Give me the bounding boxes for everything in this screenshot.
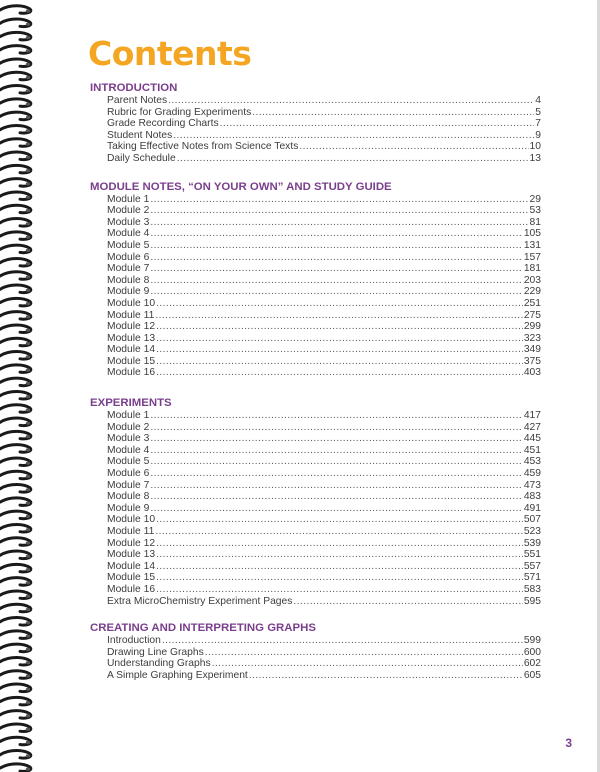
dot-leader <box>168 95 534 107</box>
toc-entry <box>107 468 541 480</box>
toc-entry-label: Module 3 <box>107 216 150 228</box>
dot-leader <box>173 130 534 142</box>
dot-leader <box>156 561 523 573</box>
spiral-coil <box>0 458 31 466</box>
toc-entry-label: Understanding Graphs <box>107 658 211 670</box>
page-title: Contents <box>88 34 252 73</box>
spiral-coil <box>0 258 31 266</box>
toc-entry-label: Module 16 <box>107 583 156 595</box>
toc-entry <box>107 141 541 153</box>
toc-entry <box>107 422 541 434</box>
spiral-coil <box>0 298 31 306</box>
spiral-coil <box>0 59 31 67</box>
spiral-coil <box>0 325 31 333</box>
spiral-coil <box>0 19 31 27</box>
dot-leader <box>156 572 523 584</box>
toc-entry <box>107 491 541 503</box>
toc-entry-page: 605 <box>523 669 541 681</box>
toc-entry <box>107 205 541 217</box>
toc-entry-page: 445 <box>523 433 541 445</box>
toc-entry <box>107 658 541 670</box>
toc-entry-page: 203 <box>523 274 541 286</box>
toc-entry-page: 157 <box>523 251 541 263</box>
page-number: 3 <box>565 736 572 750</box>
spiral-coil <box>0 524 31 532</box>
spiral-coil <box>0 671 31 679</box>
toc-entry-page: 491 <box>523 502 541 514</box>
toc-entry-page: 473 <box>523 479 541 491</box>
toc-entry <box>107 130 541 142</box>
spiral-coil <box>0 737 31 745</box>
toc-entry <box>107 456 541 468</box>
toc-entry <box>107 445 541 457</box>
spiral-coil <box>0 485 31 493</box>
toc-entry <box>107 433 541 445</box>
spiral-coil <box>0 684 31 692</box>
section-heading: CREATING AND INTERPRETING GRAPHS <box>90 622 316 635</box>
spiral-coil <box>0 112 31 120</box>
toc-entry <box>107 321 541 333</box>
toc-entry <box>107 670 541 682</box>
toc-entry-label: Module 8 <box>107 274 150 286</box>
spiral-coil <box>0 165 31 173</box>
spiral-coil <box>0 511 31 519</box>
spiral-coil <box>0 405 31 413</box>
table-of-contents <box>90 81 541 682</box>
dot-leader <box>150 286 522 298</box>
toc-entry-page: 459 <box>523 468 541 480</box>
toc-entry-page: 7 <box>535 118 541 130</box>
toc-entry <box>107 263 541 275</box>
spiral-coil <box>0 591 31 599</box>
toc-entry <box>107 153 541 165</box>
toc-entry-list <box>90 410 541 607</box>
spiral-coil <box>0 657 31 665</box>
toc-entry-page: 181 <box>523 263 541 275</box>
toc-entry-label: Module 1 <box>107 193 150 205</box>
section-heading: EXPERIMENTS <box>90 397 172 410</box>
toc-entry-list <box>90 635 541 681</box>
toc-entry-page: 5 <box>535 106 541 118</box>
spiral-coil <box>0 764 31 772</box>
toc-entry <box>107 118 541 130</box>
toc-entry-label: Extra MicroChemistry Experiment Pages <box>107 595 293 607</box>
spiral-coil <box>0 139 31 147</box>
dot-leader <box>156 584 523 596</box>
toc-entry-page: 599 <box>523 635 541 647</box>
toc-entry-label: Module 7 <box>107 263 150 275</box>
spiral-coil <box>0 205 31 213</box>
dot-leader <box>293 596 522 608</box>
spiral-coil <box>0 245 31 253</box>
toc-entry <box>107 480 541 492</box>
toc-entry-page: 602 <box>523 658 541 670</box>
dot-leader <box>162 635 523 647</box>
toc-entry-label: Student Notes <box>107 129 173 141</box>
dot-leader <box>156 514 523 526</box>
toc-entry-page: 451 <box>523 444 541 456</box>
toc-entry-page: 453 <box>523 456 541 468</box>
toc-entry <box>107 549 541 561</box>
spiral-coil <box>0 312 31 320</box>
dot-leader <box>156 333 523 345</box>
toc-entry-label: Module 9 <box>107 502 150 514</box>
toc-entry-page: 275 <box>523 309 541 321</box>
toc-entry-page: 9 <box>535 129 541 141</box>
toc-entry-page: 251 <box>523 297 541 309</box>
toc-entry <box>107 561 541 573</box>
toc-entry <box>107 95 541 107</box>
toc-entry-page: 375 <box>523 355 541 367</box>
spiral-coil <box>0 697 31 705</box>
toc-entry-page: 4 <box>535 95 541 106</box>
toc-entry <box>107 286 541 298</box>
toc-entry-label: Module 13 <box>107 549 156 561</box>
section-heading: INTRODUCTION <box>90 82 178 94</box>
spiral-coil <box>0 644 31 652</box>
toc-entry-label: Module 4 <box>107 444 150 456</box>
toc-entry <box>107 356 541 368</box>
spiral-coil <box>0 6 31 14</box>
toc-entry-page: 557 <box>523 560 541 572</box>
toc-entry-page: 131 <box>523 239 541 251</box>
spiral-coil <box>0 564 31 572</box>
toc-entry-label: Module 5 <box>107 239 150 251</box>
dot-leader <box>156 538 523 550</box>
spiral-coil <box>0 285 31 293</box>
spiral-coil <box>0 99 31 107</box>
toc-entry-label: Parent Notes <box>107 95 168 106</box>
spiral-coil <box>0 445 31 453</box>
spiral-coil <box>0 125 31 133</box>
toc-entry <box>107 584 541 596</box>
spiral-coil <box>0 86 31 94</box>
toc-section-graphs <box>90 621 541 681</box>
toc-entry <box>107 240 541 252</box>
toc-entry-page: 417 <box>523 410 541 422</box>
dot-leader <box>150 503 522 515</box>
spiral-coil <box>0 498 31 506</box>
toc-entry-label: Taking Effective Notes from Science Texts <box>107 141 299 153</box>
toc-entry <box>107 344 541 356</box>
dot-leader <box>150 228 522 240</box>
toc-entry-label: Module 13 <box>107 332 156 344</box>
spiral-coil <box>0 179 31 187</box>
toc-entry-label: Module 15 <box>107 355 156 367</box>
spiral-coil <box>0 272 31 280</box>
spiral-coil <box>0 352 31 360</box>
toc-entry <box>107 596 541 608</box>
dot-leader <box>155 526 522 538</box>
toc-entry-page: 29 <box>529 193 541 205</box>
toc-entry <box>107 217 541 229</box>
toc-entry-label: Module 8 <box>107 491 150 503</box>
dot-leader <box>299 141 528 153</box>
toc-entry-page: 427 <box>523 421 541 433</box>
toc-entry-page: 10 <box>529 141 541 153</box>
toc-entry <box>107 298 541 310</box>
dot-leader <box>150 205 528 217</box>
dot-leader <box>150 410 522 422</box>
toc-entry-label: Rubric for Grading Experiments <box>107 106 252 118</box>
toc-entry-label: Grade Recording Charts <box>107 118 219 130</box>
dot-leader <box>150 217 528 229</box>
toc-entry-page: 81 <box>529 216 541 228</box>
toc-entry-list <box>90 95 541 165</box>
section-spacer <box>90 165 541 180</box>
dot-leader <box>150 252 522 264</box>
toc-entry <box>107 228 541 240</box>
toc-entry-page: 583 <box>523 583 541 595</box>
spiral-coil <box>0 418 31 426</box>
dot-leader <box>155 310 522 322</box>
spiral-coil <box>0 378 31 386</box>
spiral-coil <box>0 32 31 40</box>
toc-entry-page: 523 <box>523 526 541 537</box>
spiral-coil <box>0 578 31 586</box>
dot-leader <box>150 240 522 252</box>
toc-entry-label: Module 11 <box>107 309 155 321</box>
toc-entry-label: Module 7 <box>107 479 150 491</box>
toc-entry-label: Drawing Line Graphs <box>107 646 204 658</box>
toc-entry <box>107 572 541 584</box>
toc-entry-label: Module 12 <box>107 537 156 549</box>
dot-leader <box>150 445 522 457</box>
toc-entry-label: Module 5 <box>107 456 150 468</box>
toc-entry-label: Module 6 <box>107 251 150 263</box>
dot-leader <box>150 480 522 492</box>
dot-leader <box>150 422 522 434</box>
spiral-coil <box>0 391 31 399</box>
dot-leader <box>156 549 523 561</box>
dot-leader <box>249 670 523 682</box>
toc-entry-label: A Simple Graphing Experiment <box>107 669 248 681</box>
toc-entry <box>107 252 541 264</box>
toc-entry <box>107 410 541 422</box>
toc-entry-page: 539 <box>523 537 541 549</box>
toc-entry-label: Module 16 <box>107 367 156 379</box>
spiral-coil <box>0 631 31 639</box>
spiral-coil <box>0 192 31 200</box>
spiral-coil <box>0 152 31 160</box>
toc-entry-label: Module 6 <box>107 468 150 480</box>
toc-entry-page: 595 <box>523 595 541 607</box>
dot-leader <box>212 658 523 670</box>
toc-entry-page: 483 <box>523 491 541 503</box>
toc-entry-label: Module 10 <box>107 514 156 526</box>
toc-section-introduction <box>90 81 541 165</box>
dot-leader <box>156 356 523 368</box>
spiral-coil <box>0 46 31 54</box>
toc-entry-page: 571 <box>523 572 541 584</box>
toc-entry-page: 13 <box>529 152 541 164</box>
dot-leader <box>150 194 528 206</box>
dot-leader <box>177 153 529 165</box>
toc-entry-list <box>90 194 541 380</box>
toc-entry-label: Module 15 <box>107 572 156 584</box>
toc-entry <box>107 635 541 647</box>
toc-entry-page: 507 <box>523 514 541 526</box>
spiral-coil <box>0 751 31 759</box>
toc-entry <box>107 503 541 515</box>
toc-entry-label: Module 14 <box>107 344 156 356</box>
spiral-coil <box>0 551 31 559</box>
dot-leader <box>150 433 522 445</box>
toc-entry-label: Module 3 <box>107 433 150 445</box>
toc-section-module-notes <box>90 180 541 380</box>
spiral-coil <box>0 471 31 479</box>
toc-entry-label: Module 4 <box>107 228 150 240</box>
toc-entry <box>107 538 541 550</box>
toc-entry <box>107 514 541 526</box>
spiral-coil <box>0 365 31 373</box>
spiral-coil <box>0 538 31 546</box>
dot-leader <box>205 647 523 659</box>
dot-leader <box>150 263 522 275</box>
dot-leader <box>150 275 522 287</box>
toc-entry-page: 229 <box>523 286 541 298</box>
toc-entry <box>107 194 541 206</box>
toc-entry <box>107 367 541 379</box>
toc-entry-page: 551 <box>523 549 541 561</box>
dot-leader <box>156 298 523 310</box>
dot-leader <box>156 321 523 333</box>
toc-entry-page: 600 <box>523 646 541 658</box>
toc-entry-label: Module 9 <box>107 286 150 298</box>
section-spacer <box>90 379 541 396</box>
toc-entry-label: Module 14 <box>107 560 156 572</box>
toc-entry-label: Module 11 <box>107 526 155 537</box>
toc-entry-page: 323 <box>523 332 541 344</box>
dot-leader <box>220 118 535 130</box>
spiral-coil <box>0 72 31 80</box>
dot-leader <box>150 491 522 503</box>
spiral-coil <box>0 711 31 719</box>
toc-entry <box>107 647 541 659</box>
toc-entry <box>107 310 541 322</box>
dot-leader <box>252 107 534 119</box>
toc-entry <box>107 107 541 119</box>
toc-entry-page: 53 <box>529 205 541 217</box>
dot-leader <box>150 468 522 480</box>
toc-entry-label: Introduction <box>107 635 161 647</box>
toc-entry-page: 403 <box>523 367 541 379</box>
toc-entry-page: 105 <box>523 228 541 240</box>
spiral-coil <box>0 232 31 240</box>
section-spacer <box>90 607 541 621</box>
spiral-coil <box>0 724 31 732</box>
toc-entry <box>107 526 541 538</box>
toc-section-experiments <box>90 396 541 607</box>
toc-entry-label: Module 1 <box>107 410 150 422</box>
toc-entry-page: 299 <box>523 321 541 333</box>
toc-entry-label: Module 12 <box>107 321 156 333</box>
dot-leader <box>156 367 523 379</box>
toc-entry <box>107 333 541 345</box>
toc-entry-page: 349 <box>523 344 541 356</box>
toc-entry-label: Module 2 <box>107 421 150 433</box>
spiral-coil <box>0 618 31 626</box>
spiral-binding <box>0 0 40 772</box>
toc-entry-label: Module 10 <box>107 297 156 309</box>
toc-entry-label: Daily Schedule <box>107 152 176 164</box>
toc-entry-label: Module 2 <box>107 205 150 217</box>
spiral-coil <box>0 431 31 439</box>
spiral-coil <box>0 604 31 612</box>
dot-leader <box>150 456 522 468</box>
section-heading: MODULE NOTES, “ON YOUR OWN” AND STUDY GUIDE <box>90 180 392 193</box>
dot-leader <box>156 344 523 356</box>
spiral-coil <box>0 338 31 346</box>
spiral-coil <box>0 219 31 227</box>
toc-entry <box>107 275 541 287</box>
